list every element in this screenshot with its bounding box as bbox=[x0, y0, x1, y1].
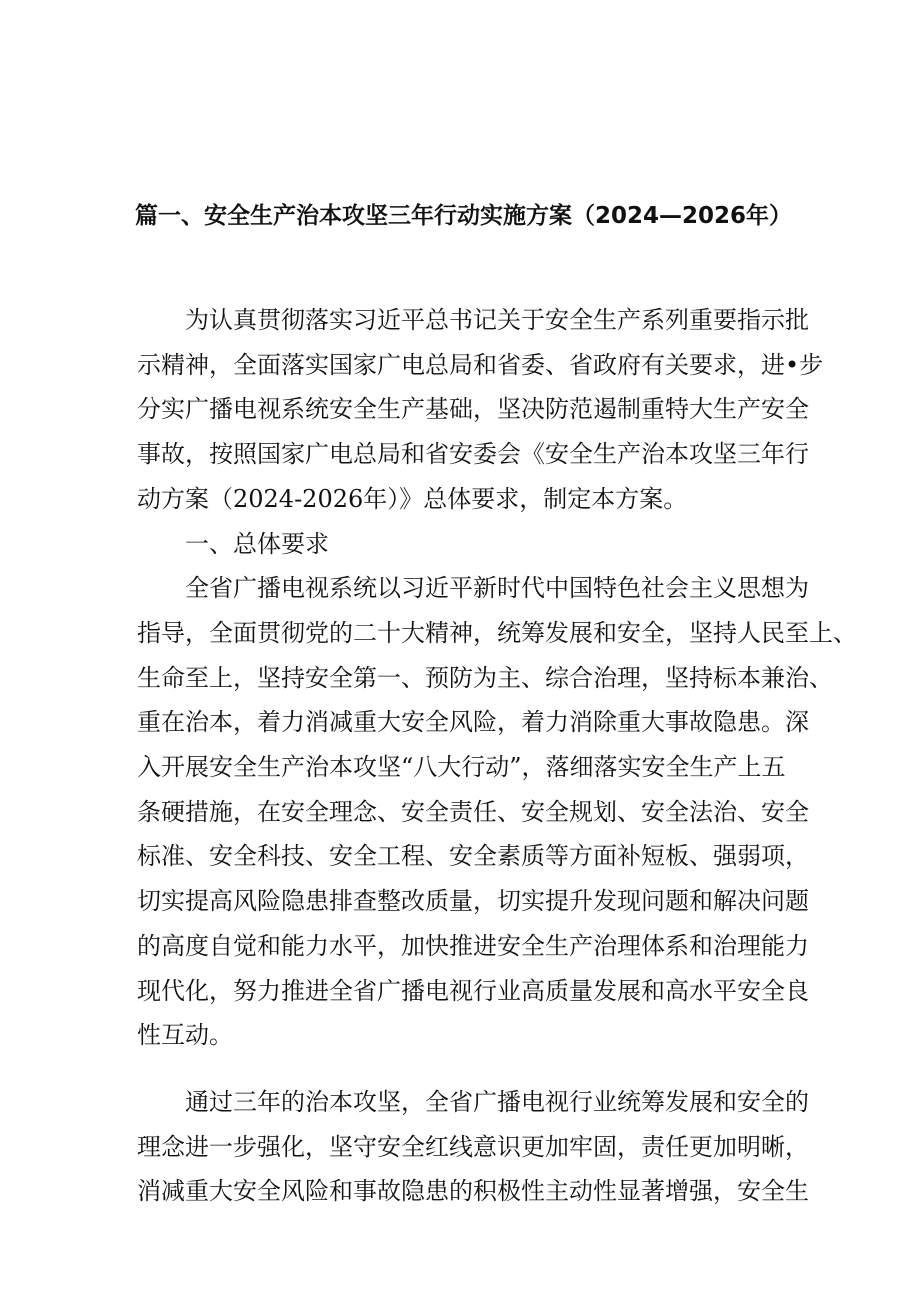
intro-line: 事故，按照国家广电总局和省安委会《安全生产治本攻坚三年行 bbox=[137, 440, 809, 469]
section1-paragraph bbox=[137, 566, 857, 1058]
section1-line: 条硬措施，在安全理念、安全责任、安全规划、安全法治、安全 bbox=[137, 797, 809, 826]
section1-line: 性互动。 bbox=[137, 1021, 233, 1050]
document-title: 篇一、安全生产治本攻坚三年行动实施方案（2024—2026年） bbox=[135, 203, 793, 229]
section1-line: 指导，全面贯彻党的二十大精神，统筹发展和安全，坚持人民至上、 bbox=[137, 618, 857, 647]
section1-line: 现代化，努力推进全省广播电视行业高质量发展和高水平安全良 bbox=[137, 976, 809, 1005]
intro-line: 动方案（2024-2026年）》总体要求，制定本方案。 bbox=[137, 484, 688, 513]
goals-line: 消减重大安全风险和事故隐患的积极性主动性显著增强，安全生 bbox=[137, 1177, 809, 1206]
goals-line: 通过三年的治本攻坚，全省广播电视行业统筹发展和安全的 bbox=[185, 1087, 809, 1116]
goals-line: 理念进一步强化，坚守安全红线意识更加牢固，责任更加明晰， bbox=[137, 1132, 809, 1161]
section1-line: 入开展安全生产治本攻坚“八大行动”，落细落实安全生产上五 bbox=[137, 753, 786, 782]
intro-line: 为认真贯彻落实习近平总书记关于安全生产系列重要指示批 bbox=[185, 306, 809, 334]
section1-line: 标准、安全科技、安全工程、安全素质等方面补短板、强弱项， bbox=[137, 842, 809, 871]
intro-line: 示精神，全面落实国家广电总局和省委、省政府有关要求，进•步 bbox=[137, 350, 824, 379]
goals-paragraph bbox=[137, 1080, 809, 1214]
section-heading-paragraph bbox=[137, 522, 791, 567]
section1-line: 的高度自觉和能力水平，加快推进安全生产治理体系和治理能力 bbox=[137, 931, 809, 960]
paragraph-spacer bbox=[137, 1058, 791, 1080]
intro-paragraph bbox=[137, 298, 824, 522]
intro-line: 分实广播电视系统安全生产基础，坚决防范遏制重特大生产安全 bbox=[137, 395, 809, 424]
document-body bbox=[137, 298, 857, 1214]
section1-line: 生命至上，坚持安全第一、预防为主、综合治理，坚持标本兼治、 bbox=[137, 663, 833, 692]
section1-line: 重在治本，着力消减重大安全风险，着力消除重大事故隐患。深 bbox=[137, 708, 809, 737]
section1-line: 切实提高风险隐患排查整改质量，切实提升发现问题和解决问题 bbox=[137, 887, 809, 916]
section1-line: 全省广播电视系统以习近平新时代中国特色社会主义思想为 bbox=[185, 574, 809, 603]
section-heading: 一、总体要求 bbox=[185, 529, 329, 558]
